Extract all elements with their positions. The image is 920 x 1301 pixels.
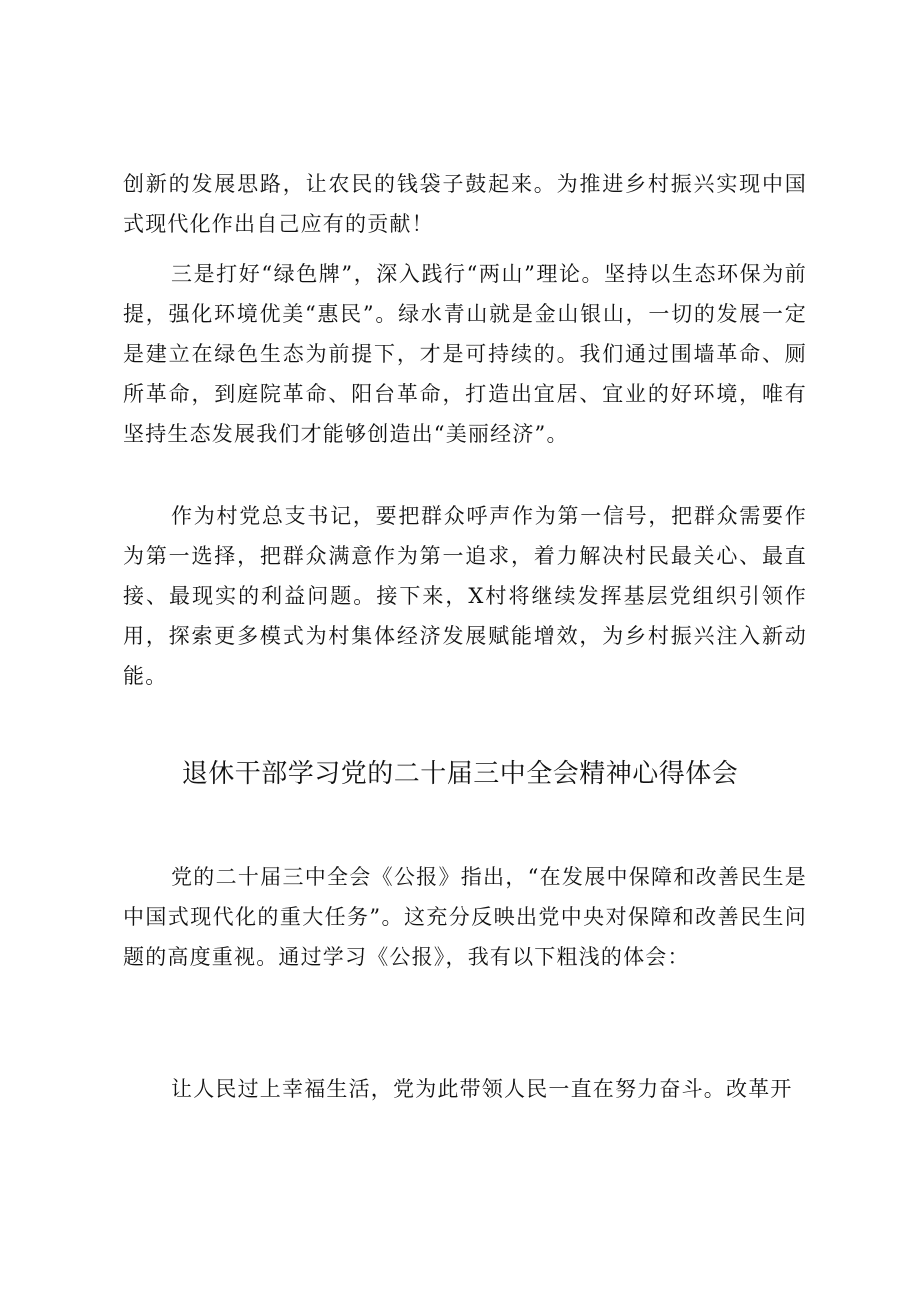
paragraph-communique: 党的二十届三中全会《公报》指出，“在发展中保障和改善民生是中国式现代化的重大任务”。这充分反映出党中央对保障和改善民生问题的高度重视。通过学习《公报》，我有以下粗浅的体会： — [123, 865, 807, 969]
paragraph-party-secretary: 作为村党总支书记，要把群众呼声作为第一信号，把群众需要作为第一选择，把群众满意作为第一追求，着力解决村民最关心、最直接、最现实的利益问题。接下来，X村将继续发挥基层党组织引领作用，探索更多模式为村集体经济发展赋能增效，为乡村振兴注入新动能。 — [123, 504, 807, 688]
paragraph-continuation: 创新的发展思路，让农民的钱袋子鼓起来。为推进乡村振兴实现中国式现代化作出自己应有的贡献！ — [123, 172, 807, 236]
paragraph-happy-life: 让人民过上幸福生活，党为此带领人民一直在努力奋斗。改革开 — [171, 1077, 793, 1101]
section-title: 退休干部学习党的二十届三中全会精神心得体会 — [181, 759, 739, 789]
paragraph-green-brand: 三是打好“绿色牌”，深入践行“两山”理论。坚持以生态环保为前提，强化环境优美“惠民”。绿水青山就是金山银山，一切的发展一定是建立在绿色生态为前提下，才是可持续的。我们通过围墙革命、厕所革命，到庭院革命、阳台革命，打造出宜居、宜业的好环境，唯有坚持生态发展我们才能够创造出“美丽经济”。 — [123, 262, 807, 446]
